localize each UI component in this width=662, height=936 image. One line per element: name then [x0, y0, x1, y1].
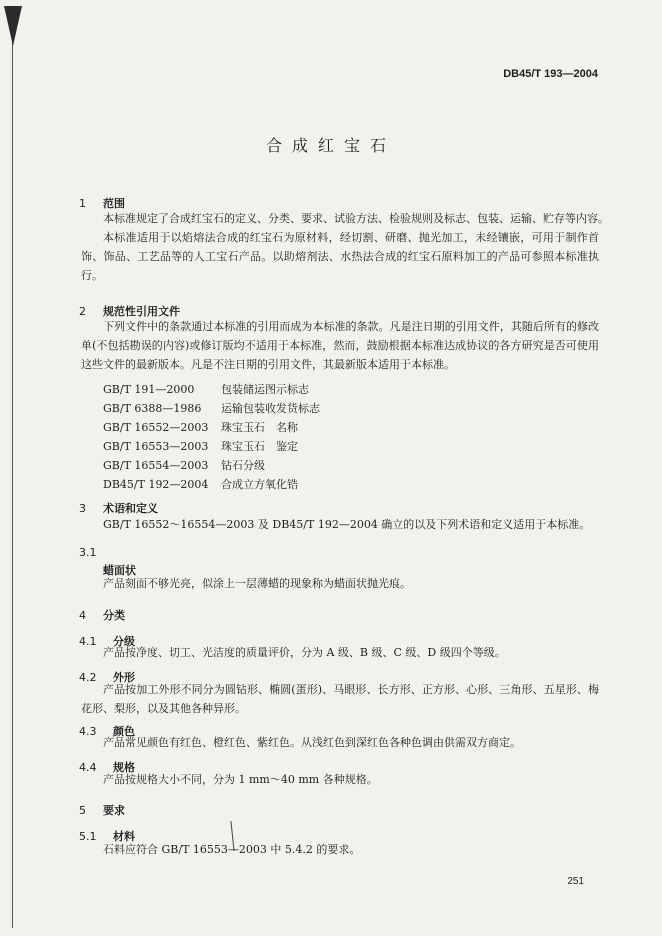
scope-paragraph-2: 本标准适用于以焰熔法合成的红宝石为原材料，经切割、研磨、抛光加工，未经镶嵌，可用于制作首饰、饰品、工艺品等的人工宝石产品。以助熔剂法、水热法合成的红宝石原料加工的产品可参照本标准执行。	[81, 231, 599, 282]
binding-edge-marker	[4, 6, 22, 46]
reference-name: 珠宝玉石 名称	[221, 421, 298, 434]
subsection-number: 4.1	[79, 635, 97, 648]
reference-item	[103, 418, 320, 437]
subsection-number: 4.4	[79, 761, 97, 774]
section-5-heading	[79, 802, 125, 818]
terms-paragraph: GB/T 16552～16554—2003 及 DB45/T 192—2004 确立的以及下列术语和定义适用于本标准。	[103, 518, 591, 531]
scope-paragraph-1: 本标准规定了合成红宝石的定义、分类、要求、试验方法、检验规则及标志、包装、运输、贮存等内容。	[103, 212, 609, 225]
reference-name: 包装储运图示标志	[221, 383, 309, 396]
reference-list	[103, 380, 320, 494]
section-3-heading	[79, 500, 158, 516]
document-title: 合成红宝石	[265, 136, 396, 155]
subsection-number: 4.3	[79, 725, 97, 738]
material-paragraph: 石料应符合 GB/T 16553—2003 中 5.4.2 的要求。	[103, 843, 361, 856]
normative-references-paragraph: 下列文件中的条款通过本标准的引用而成为本标准的条款。凡是注日期的引用文件，其随后所有的修改单(不包括勘误的内容)或修订版均不适用于本标准，然而，鼓励根据本标准达成协议的各方研究是否可使用这些文件的最新版本。凡是不注日期的引用文件，其最新版本适用于本标准。	[81, 320, 599, 371]
term-name: 蜡面状	[103, 564, 136, 577]
subsection-title: 材料	[113, 830, 135, 843]
subsection-number: 4.2	[79, 671, 97, 684]
color-paragraph: 产品常见颜色有红色、橙红色、紫红色。从浅红色到深红色各种色调由供需双方商定。	[103, 736, 521, 749]
section-number: 2	[79, 305, 86, 318]
reference-item	[103, 399, 320, 418]
size-paragraph: 产品按规格大小不同，分为 1 mm～40 mm 各种规格。	[103, 773, 378, 786]
reference-name: 运输包装收发货标志	[221, 402, 320, 415]
section-title: 分类	[103, 609, 125, 622]
reference-code: GB/T 16552—2003	[103, 421, 209, 434]
section-title: 术语和定义	[103, 502, 158, 515]
grading-paragraph: 产品按净度、切工、光洁度的质量评价，分为 A 级、B 级、C 级、D 级四个等级。	[103, 646, 506, 659]
reference-item	[103, 437, 320, 456]
reference-item	[103, 456, 320, 475]
standard-code: DB45/T 193—2004	[503, 68, 598, 80]
subsection-title: 分级	[113, 635, 135, 648]
subsection-title: 颜色	[113, 725, 135, 738]
term-number: 3.1	[79, 546, 97, 559]
reference-code: GB/T 16553—2003	[103, 440, 209, 453]
section-number: 4	[79, 609, 86, 622]
reference-name: 珠宝玉石 鉴定	[221, 440, 298, 453]
section-title: 范围	[103, 197, 125, 210]
section-number: 1	[79, 197, 86, 210]
reference-item	[103, 475, 320, 494]
reference-name: 合成立方氧化锆	[221, 478, 298, 491]
reference-code: GB/T 191—2000	[103, 383, 195, 396]
reference-code: GB/T 16554—2003	[103, 459, 209, 472]
subsection-number: 5.1	[79, 830, 97, 843]
section-number: 5	[79, 804, 86, 817]
reference-item	[103, 380, 320, 399]
reference-code: DB45/T 192—2004	[103, 478, 209, 491]
page-number: 251	[567, 876, 584, 887]
shape-paragraph: 产品按加工外形不同分为圆钻形、椭圆(蛋形)、马眼形、长方形、正方形、心形、三角形、五星形、梅花形、梨形，以及其他各种异形。	[81, 683, 599, 715]
section-title: 规范性引用文件	[103, 305, 180, 318]
term-definition: 产品刻面不够光亮，似涂上一层薄蜡的现象称为蜡面状抛光痕。	[103, 577, 411, 590]
subsection-title: 规格	[113, 761, 135, 774]
reference-name: 钻石分级	[221, 459, 265, 472]
section-number: 3	[79, 502, 86, 515]
section-4-heading	[79, 607, 125, 623]
section-title: 要求	[103, 804, 125, 817]
subsection-title: 外形	[113, 671, 135, 684]
reference-code: GB/T 6388—1986	[103, 402, 202, 415]
